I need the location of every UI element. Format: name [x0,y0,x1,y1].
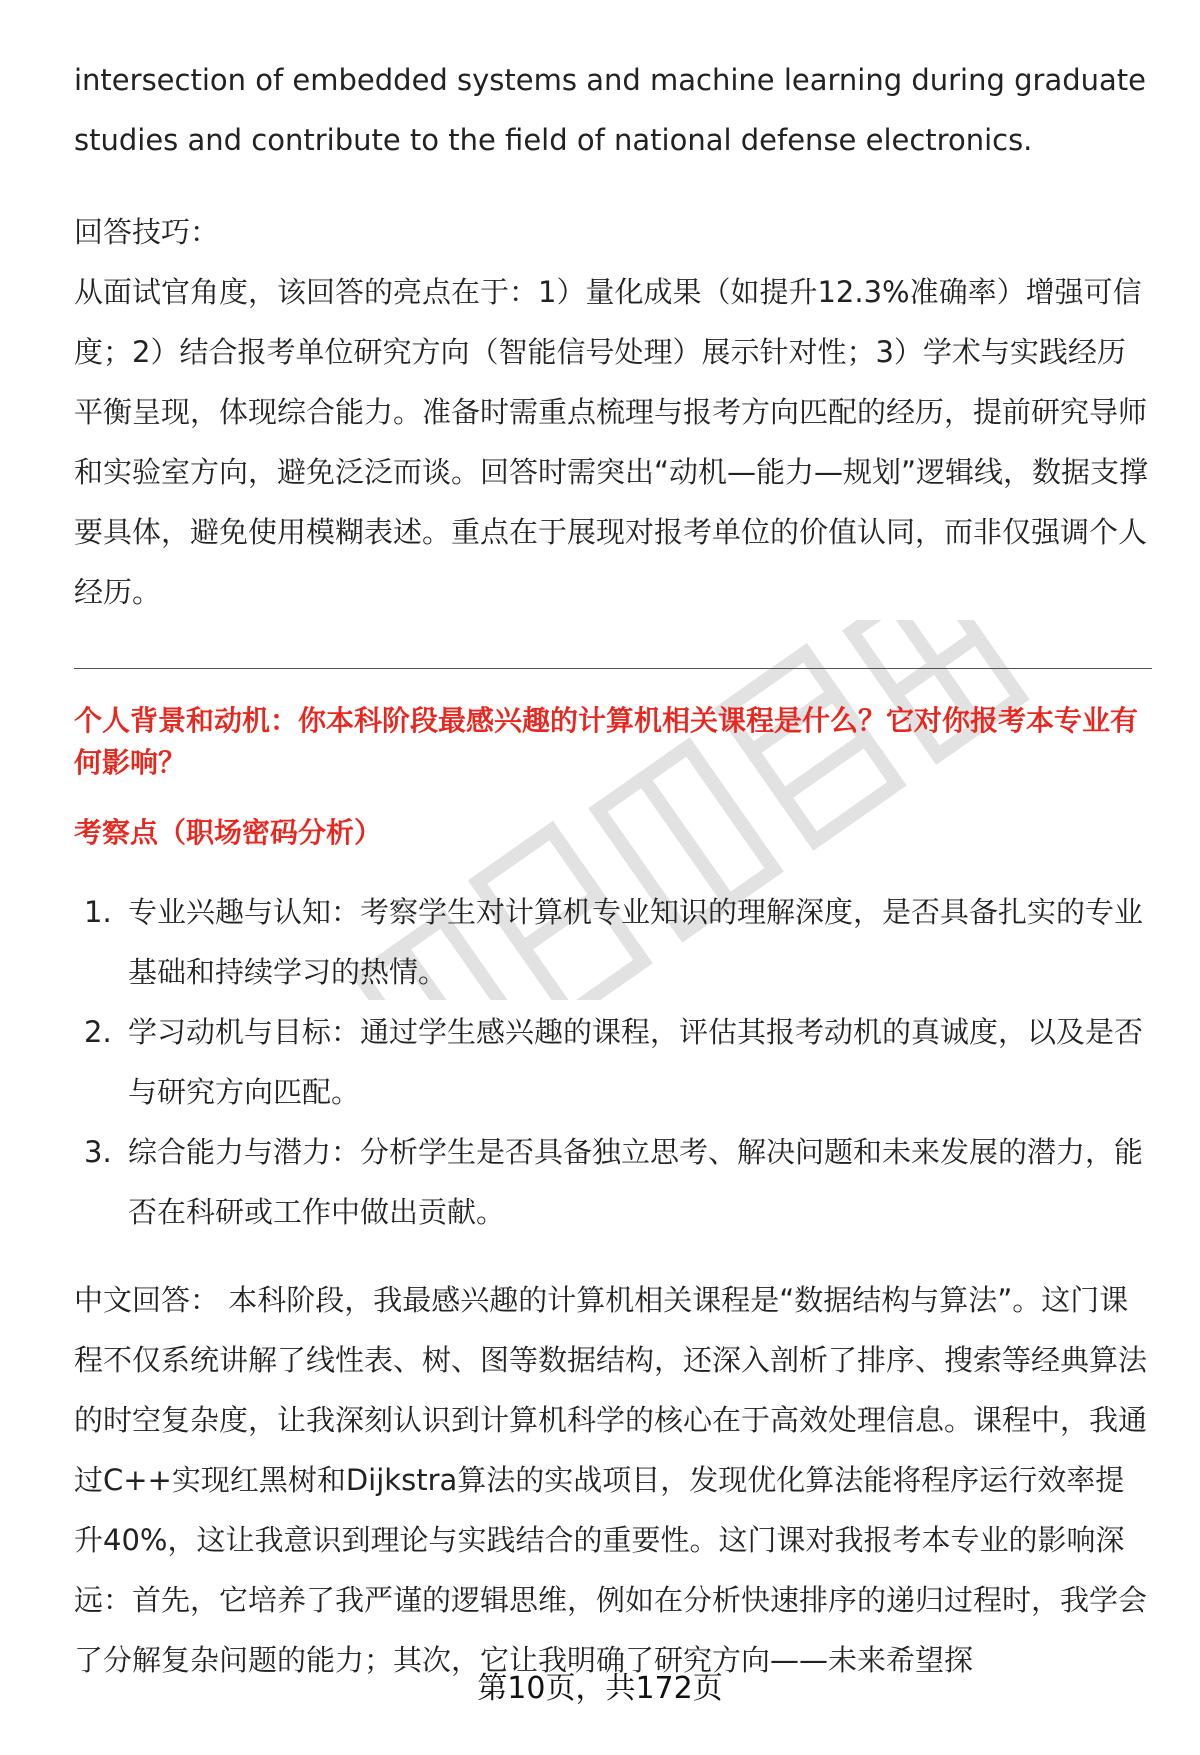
exam-point-item [74,882,1152,1002]
exam-point-number: 2. [84,1015,112,1049]
page-footer: 第10页，共172页 [477,1671,723,1706]
section-divider [74,668,1152,669]
exam-points-list [74,882,1152,1242]
exam-point-text: 专业兴趣与认知：考察学生对计算机专业知识的理解深度，是否具备扎实的专业基础和持续学习的热情。 [128,895,1144,989]
exam-point-item [74,1122,1152,1242]
exam-point-number: 3. [84,1135,112,1169]
continued-paragraph: intersection of embedded systems and machine learning during graduate studies and contribute to the field of national defense electronics. [74,63,1146,157]
tips-label: 回答技巧： [74,215,220,249]
question-title: 个人背景和动机：你本科阶段最感兴趣的计算机相关课程是什么？它对你报考本专业有何影响？ [74,704,1139,779]
exam-points-title: 考察点（职场密码分析） [74,816,383,849]
exam-point-text: 综合能力与潜力：分析学生是否具备独立思考、解决问题和未来发展的潜力，能否在科研或工作中做出贡献。 [128,1135,1144,1229]
exam-point-item [74,1002,1152,1122]
tips-body: 从面试官角度，该回答的亮点在于：1）量化成果（如提升12.3%准确率）增强可信度；2）结合报考单位研究方向（智能信号处理）展示针对性；3）学术与实践经历平衡呈现，体现综合能力。准备时需重点梳理与报考方向匹配的经历，提前研究导师和实验室方向，避免泛泛而谈。回答时需突出“动机—能力—规划”逻辑线，数据支撑要具体，避免使用模糊表述。重点在于展现对报考单位的价值认同，而非仅强调个人经历。 [74,275,1149,609]
exam-point-text: 学习动机与目标：通过学生感兴趣的课程，评估其报考动机的真诚度，以及是否与研究方向匹配。 [128,1015,1144,1109]
exam-point-number: 1. [84,895,112,929]
answer-paragraph: 中文回答： 本科阶段，我最感兴趣的计算机相关课程是“数据结构与算法”。这门课程不仅系统讲解了线性表、树、图等数据结构，还深入剖析了排序、搜索等经典算法的时空复杂度，让我深刻认识到计算机科学的核心在于高效处理信息。课程中，我通过C++实现红黑树和Dijkstra算法的实战项目，发现优化算法能将程序运行效率提升40%，这让我意识到理论与实践结合的重要性。这门课对我报考本专业的影响深远：首先，它培养了我严谨的逻辑思维，例如在分析快速排序的递归过程时，我学会了分解复杂问题的能力；其次，它让我明确了研究方向——未来希望探 [74,1283,1148,1677]
